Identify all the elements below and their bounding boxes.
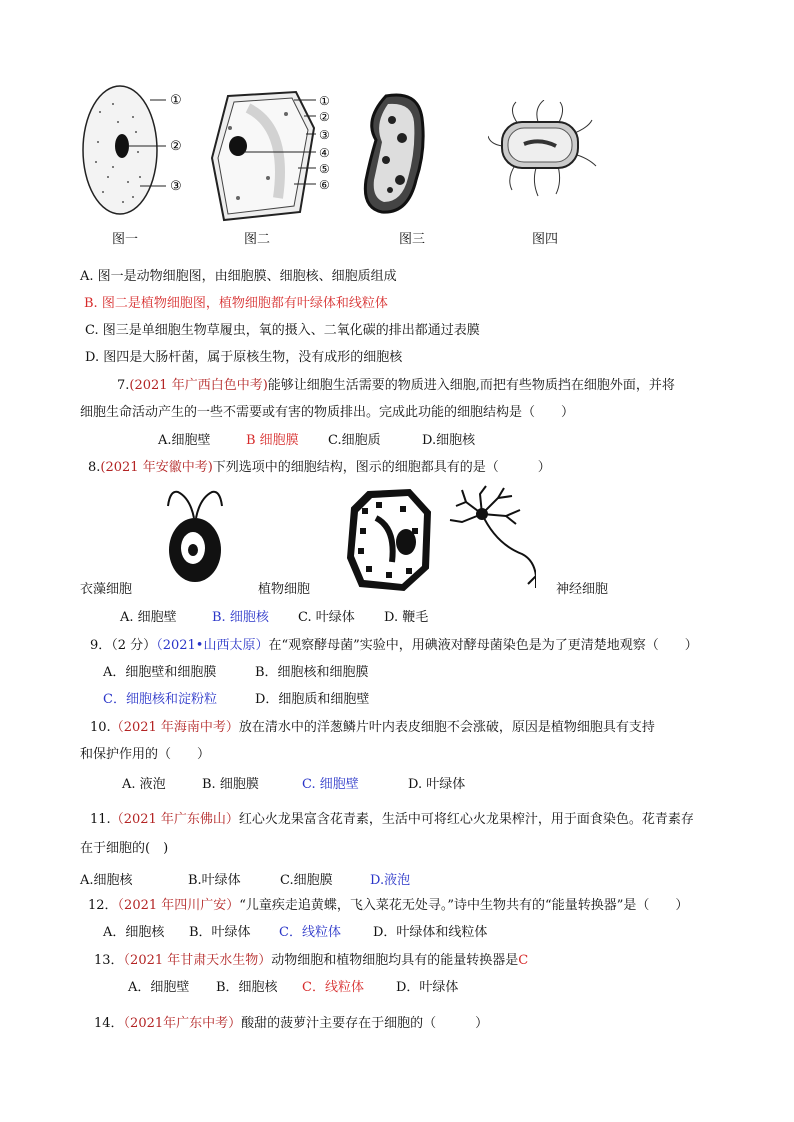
q12-stem	[88, 894, 688, 913]
q6-option-b: B. 图二是植物细胞图，植物细胞都有叶绿体和线粒体	[84, 296, 388, 311]
q8-label-plant: 植物细胞	[258, 582, 311, 597]
q6-option-d: D. 图四是大肠杆菌，属于原核生物，没有成形的细胞核	[85, 350, 403, 365]
fig1-label-3: ③	[170, 179, 182, 194]
q10-option-b: B. 细胞膜	[202, 777, 259, 792]
q14-number: 14．	[94, 1016, 124, 1031]
q9-stem	[90, 634, 698, 653]
figure-2-plant-cell	[208, 88, 348, 224]
q10-stem-line1	[90, 716, 655, 735]
fig1-caption: 图一	[112, 232, 139, 247]
q8-option-d: D. 鞭毛	[384, 610, 429, 625]
fig2-label-4: ④	[319, 146, 330, 160]
q8-option-c: C. 叶绿体	[298, 610, 355, 625]
q9-text: 在“观察酵母菌”实验中，用碘液对酵母菌染色是为了更清楚地观察（ ）	[268, 638, 698, 653]
fig2-label-6: ⑥	[319, 178, 330, 192]
fig2-label-1: ①	[319, 94, 330, 108]
q7-stem-line1	[117, 374, 675, 393]
q12-options	[103, 921, 487, 940]
q13-number: 13．	[94, 953, 124, 968]
q10-source: （2021 年海南中考）	[110, 720, 239, 735]
q12-option-b: B．叶绿体	[189, 925, 251, 940]
q13-source: （2021 年甘肃天水生物）	[123, 953, 272, 968]
q7-source: (2021 年广西白色中考)	[129, 378, 268, 393]
q9-option-d: D．细胞质和细胞壁	[255, 692, 370, 707]
q11-source: （2021 年广东佛山）	[110, 812, 239, 827]
q7-option-d: D.细胞核	[422, 433, 476, 448]
q9-source: （2021•山西太原）	[156, 638, 269, 653]
fig3-caption: 图三	[399, 232, 426, 247]
q10-option-c: C. 细胞壁	[302, 777, 359, 792]
q11-option-b: B.叶绿体	[188, 873, 241, 888]
figure-3-paramecium	[356, 90, 436, 220]
q12-option-a: A．细胞核	[103, 925, 165, 940]
figure-4-e-coli	[488, 100, 598, 200]
q11-text-2: 在于细胞的( )	[80, 841, 169, 856]
q10-text-1: 放在清水中的洋葱鳞片叶内表皮细胞不会涨破，原因是植物细胞具有支持	[238, 720, 655, 735]
q9-option-b: B．细胞核和细胞膜	[255, 665, 369, 680]
chlamydomonas-image	[150, 486, 240, 586]
q8-source: (2021 年安徽中考)	[100, 460, 213, 475]
q7-text-2: 细胞生命活动产生的一些不需要或有害的物质排出。完成此功能的细胞结构是（ ）	[80, 405, 575, 420]
q13-text: 动物细胞和植物细胞均具有的能量转换器是	[271, 953, 519, 968]
q8-option-b: B. 细胞核	[212, 610, 269, 625]
q12-number: 12．	[88, 898, 118, 913]
q9-options-row2	[103, 688, 369, 707]
fig4-caption: 图四	[532, 232, 559, 247]
fig1-label-2: ②	[170, 139, 182, 154]
q8-stem	[88, 456, 551, 475]
q7-option-c: C.细胞质	[328, 433, 381, 448]
q7-options	[158, 429, 475, 448]
q12-source: （2021 年四川广安）	[117, 898, 240, 913]
q8-option-a: A. 细胞壁	[120, 610, 177, 625]
q11-number: 11.	[90, 812, 111, 827]
q10-option-d: D. 叶绿体	[408, 777, 466, 792]
q8-text: 下列选项中的细胞结构，图示的细胞都具有的是（ ）	[212, 460, 551, 475]
q11-option-c: C.细胞膜	[280, 873, 333, 888]
q7-text-1: 能够让细胞生活需要的物质进入细胞,而把有些物质挡在细胞外面，并将	[267, 378, 675, 393]
q9-option-a: A．细胞壁和细胞膜	[103, 665, 217, 680]
q14-stem	[94, 1012, 488, 1031]
q11-text-1: 红心火龙果富含花青素，生活中可将红心火龙果榨汁，用于面食染色。花青素存	[238, 812, 694, 827]
fig2-label-5: ⑤	[319, 162, 330, 176]
q10-option-a: A. 液泡	[122, 777, 166, 792]
q8-label-chlamydomonas: 衣藻细胞	[80, 582, 133, 597]
plant-cell-image	[346, 488, 436, 592]
q7-number: 7.	[117, 378, 130, 393]
q6-option-c: C. 图三是单细胞生物草履虫，氧的摄入、二氧化碳的排出都通过表膜	[85, 323, 480, 338]
q13-answer: C	[518, 953, 529, 968]
fig2-caption: 图二	[244, 232, 271, 247]
q13-option-a: A．细胞壁	[128, 980, 190, 995]
q13-option-c: C．线粒体	[302, 980, 364, 995]
fig2-label-2: ②	[319, 110, 330, 124]
q13-option-b: B．细胞核	[216, 980, 278, 995]
q11-option-a: A.细胞核	[80, 873, 133, 888]
q8-options	[120, 606, 428, 625]
q12-text: “儿童疾走追黄蝶，飞入菜花无处寻。”诗中生物共有的“能量转换器”是（ ）	[239, 898, 689, 913]
figure-1-animal-cell	[78, 82, 198, 222]
q14-source: （2021年广东中考）	[123, 1016, 242, 1031]
q6-option-a: A. 图一是动物细胞图，由细胞膜、细胞核、细胞质组成	[80, 269, 397, 284]
q9-options-row1	[103, 661, 369, 680]
q9-number: 9．（2 分）	[90, 638, 157, 653]
q7-option-a: A.细胞壁	[158, 433, 211, 448]
q11-option-d: D.液泡	[370, 873, 411, 888]
q8-number: 8.	[88, 460, 101, 475]
neuron-image	[446, 484, 536, 594]
q11-stem-line1	[90, 808, 694, 827]
q14-text: 酸甜的菠萝汁主要存在于细胞的（ ）	[241, 1016, 489, 1031]
q10-options	[122, 773, 465, 792]
q13-option-d: D．叶绿体	[396, 980, 459, 995]
q13-stem	[94, 949, 528, 968]
q9-option-c: C．细胞核和淀粉粒	[103, 692, 217, 707]
q8-label-neuron: 神经细胞	[556, 582, 609, 597]
q12-option-c: C．线粒体	[279, 925, 341, 940]
fig2-label-3: ③	[319, 128, 330, 142]
q10-number: 10.	[90, 720, 111, 735]
q7-option-b: B 细胞膜	[246, 433, 299, 448]
q12-option-d: D．叶绿体和线粒体	[373, 925, 488, 940]
q11-options	[80, 869, 410, 888]
fig1-label-1: ①	[170, 93, 182, 108]
q13-options	[128, 976, 458, 995]
q10-text-2: 和保护作用的（ ）	[80, 747, 211, 762]
